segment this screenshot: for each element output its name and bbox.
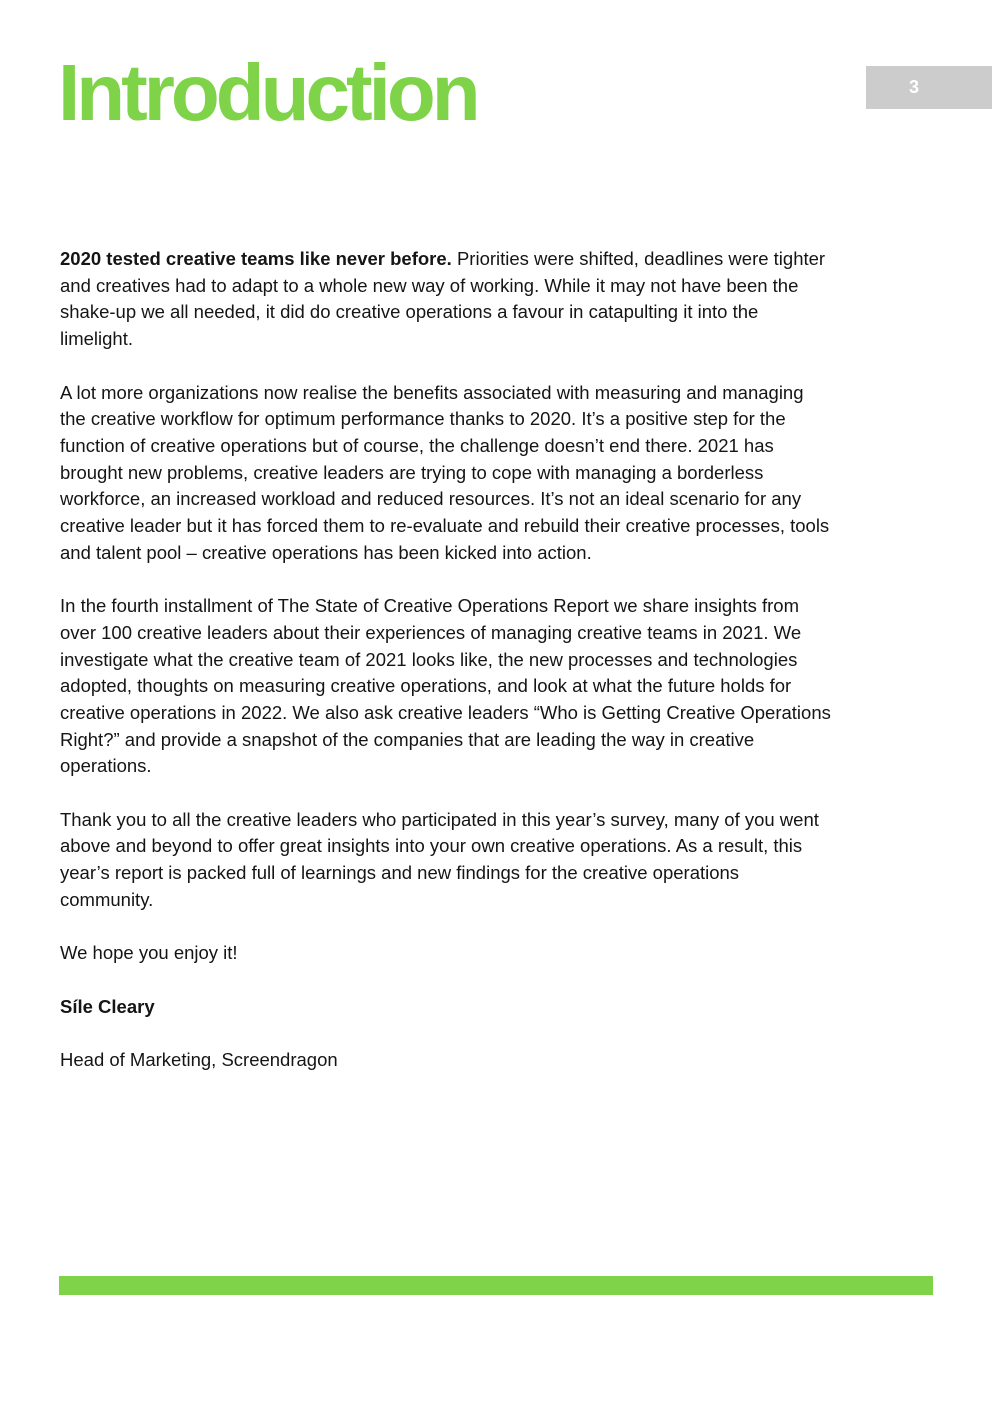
paragraph-4: Thank you to all the creative leaders who participated in this year’s survey, many of you went above and beyond to offer great insights into your own creative operations. As a result, this year’s report is packed full of learnings and new findings for the creative operations community. [60,808,819,910]
signature-name: Síle Cleary [60,995,155,1017]
paragraph-3: In the fourth installment of The State of Creative Operations Report we share insights from over 100 creative leaders about their experiences of managing creative teams in 2021. We investigate what the creative team of 2021 looks like, the new processes and technologies adopted, thoughts on measuring creative operations, and look at what the future holds for creative operations in 2022. We also ask creative leaders “Who is Getting Creative Operations Right?” and provide a snapshot of the companies that are leading the way in creative operations. [60,595,831,777]
page-number: 3 [909,77,920,97]
closing-line: We hope you enjoy it! [60,942,238,964]
paragraph-2: A lot more organizations now realise the benefits associated with measuring and managing the creative workflow for optimum performance thanks to 2020. It’s a positive step for the function of creative operations but of course, the challenge doesn’t end there. 2021 has brought new problems, creative leaders are trying to cope with managing a borderless workforce, an increased workload and reduced resources. It’s not an ideal scenario for any creative leader but it has forced them to re-evaluate and rebuild their creative processes, tools and talent pool – creative operations has been kicked into action. [60,381,830,563]
paragraph-1 [60,246,832,353]
intro-body [60,246,832,1074]
lead-sentence: 2020 tested creative teams like never before. [60,248,452,269]
signature-title: Head of Marketing, Screendragon [60,1049,338,1070]
page-number-tab [866,66,992,109]
paragraph-1-text: Priorities were shifted, deadlines were tighter and creatives had to adapt to a whole new way of working. While it may not have been the shake-up we all needed, it did do creative operations a favour in catapulting it into the limelight. [60,248,826,350]
page-title: Introduction [58,48,477,137]
footer-accent-bar [59,1276,933,1295]
